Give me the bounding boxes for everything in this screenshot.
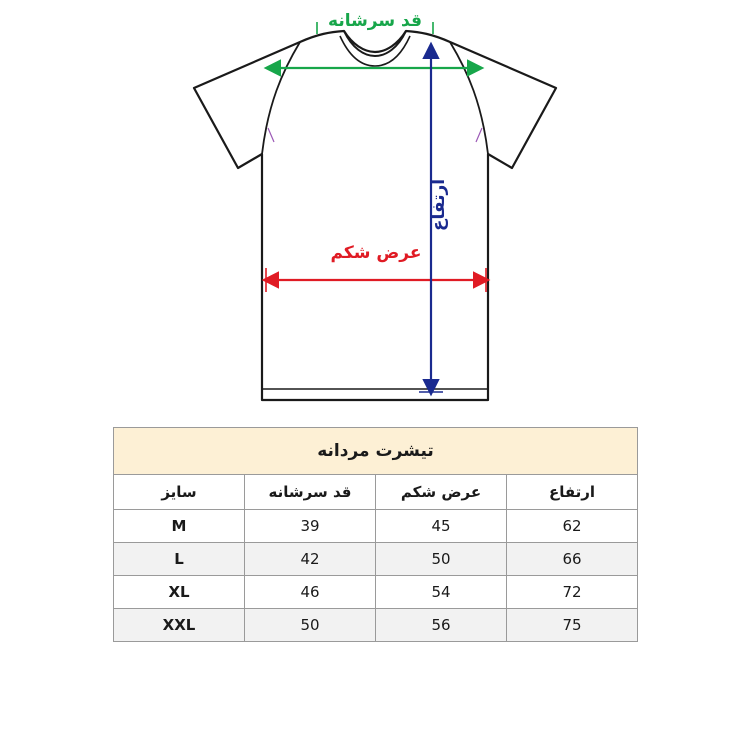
table-title: تیشرت مردانه: [114, 428, 638, 475]
cell-chest: 50: [376, 543, 507, 576]
table-title-row: [114, 428, 638, 475]
tshirt-illustration: [194, 31, 556, 400]
column-header-height: ارتفاع: [507, 475, 638, 510]
size-table-head: [114, 428, 638, 510]
cell-shoulder: 50: [245, 609, 376, 642]
cell-chest: 54: [376, 576, 507, 609]
cell-height: 66: [507, 543, 638, 576]
cell-height: 75: [507, 609, 638, 642]
cell-shoulder: 46: [245, 576, 376, 609]
cell-chest: 45: [376, 510, 507, 543]
height-label: ارتفاع: [429, 178, 449, 232]
table-row: [114, 510, 638, 543]
cell-size: L: [114, 543, 245, 576]
column-header-chest: عرض شکم: [376, 475, 507, 510]
column-header-size: سایز: [114, 475, 245, 510]
chest-label: عرض شکم: [330, 243, 422, 263]
cell-shoulder: 42: [245, 543, 376, 576]
table-row: [114, 576, 638, 609]
size-table-body: [114, 510, 638, 642]
table-header-row: [114, 475, 638, 510]
column-header-shoulder: قد سرشانه: [245, 475, 376, 510]
cell-size: M: [114, 510, 245, 543]
cell-height: 72: [507, 576, 638, 609]
table-row: [114, 609, 638, 642]
cell-size: XL: [114, 576, 245, 609]
table-row: [114, 543, 638, 576]
cell-chest: 56: [376, 609, 507, 642]
cell-shoulder: 39: [245, 510, 376, 543]
size-table: [113, 427, 638, 642]
cell-size: XXL: [114, 609, 245, 642]
shoulder-label: قد سرشانه: [328, 11, 422, 31]
tshirt-body-path: [194, 31, 556, 400]
cell-height: 62: [507, 510, 638, 543]
